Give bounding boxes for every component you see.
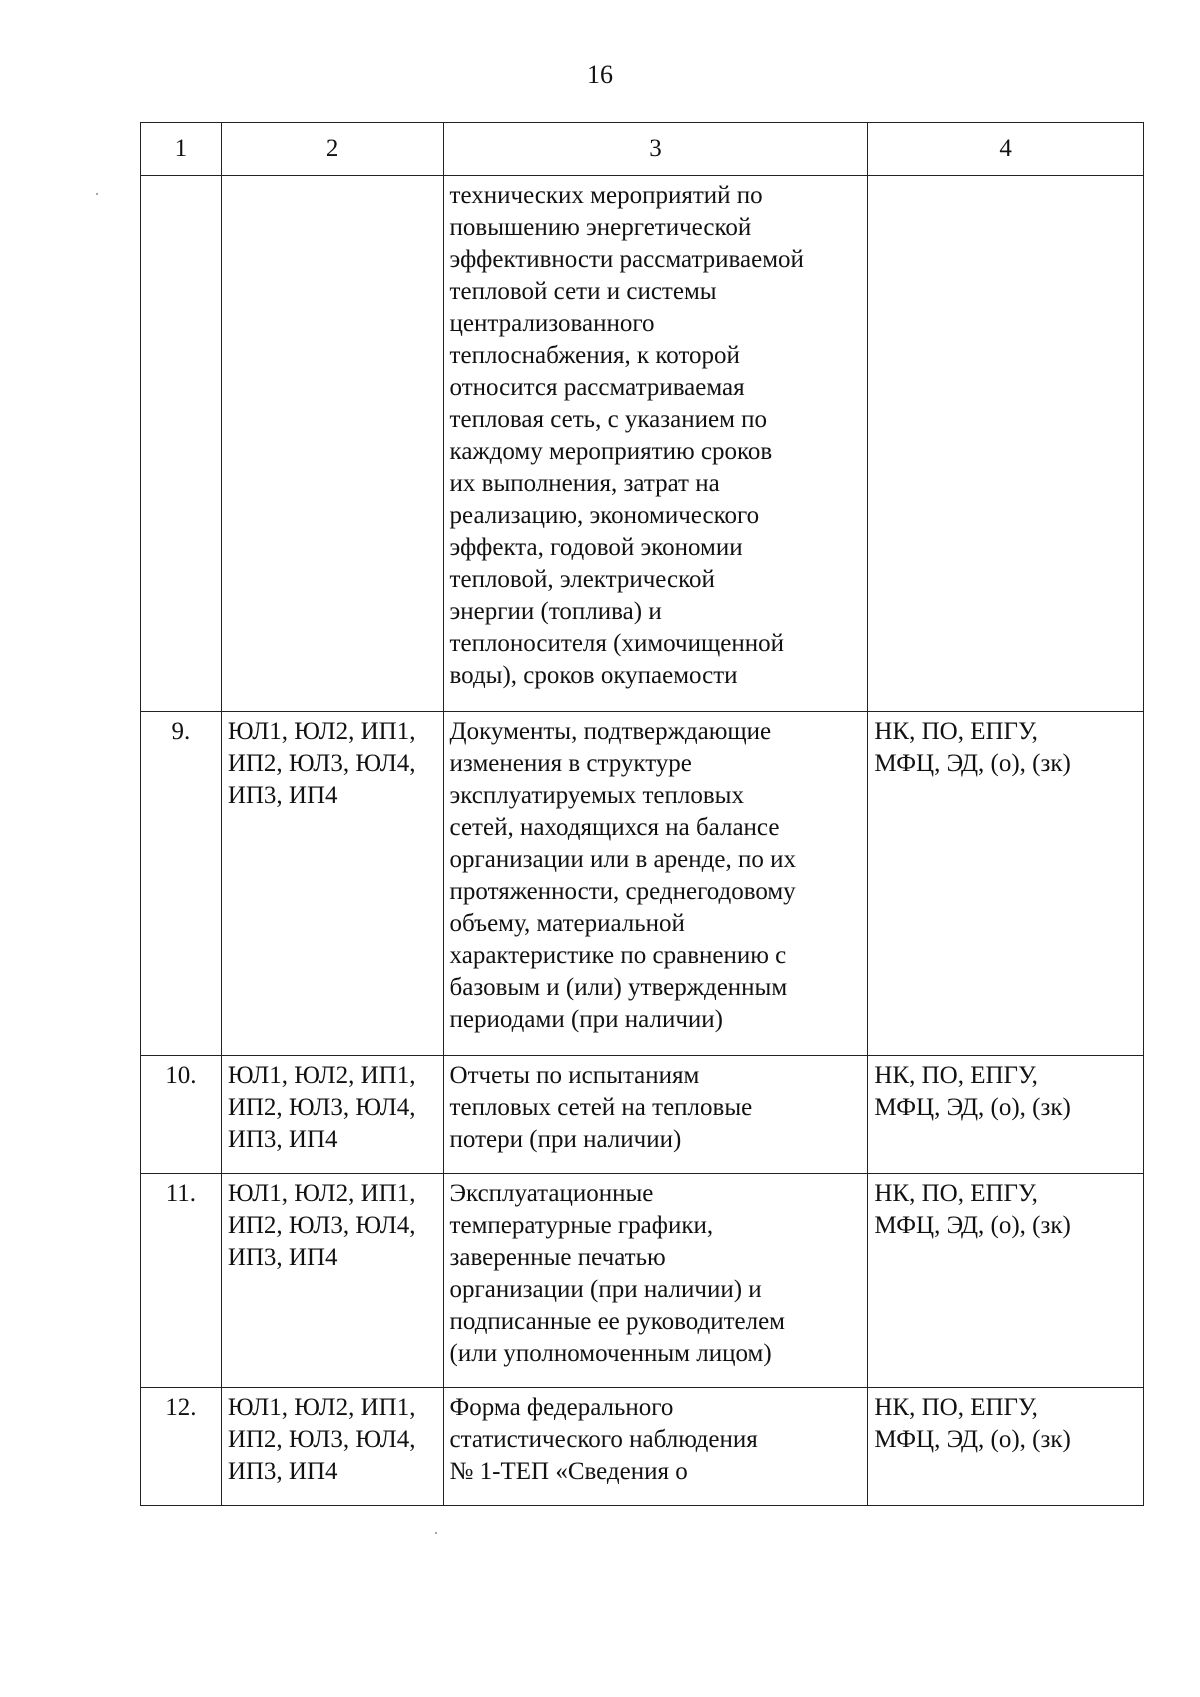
methods-cell: [868, 1174, 1144, 1388]
column-header-4: 4: [868, 123, 1144, 176]
methods-cell-line: НК, ПО, ЕПГУ,: [874, 1394, 1038, 1421]
applicants-cell: [221, 176, 443, 712]
document-cell-line: энергии (топлива) и: [449, 598, 662, 625]
applicants-cell-line: ИП2, ЮЛ3, ЮЛ4,: [227, 1426, 416, 1453]
document-cell-line: тепловая сеть, с указанием по: [449, 406, 768, 433]
document-cell-line: Эксплуатационные: [449, 1180, 654, 1207]
methods-cell-line: МФЦ, ЭД, (о), (зк): [874, 1426, 1071, 1453]
document-cell-line: тепловых сетей на тепловые: [449, 1094, 753, 1121]
document-cell-line: централизованного: [449, 310, 655, 337]
document-cell-line: теплоносителя (химочищенной: [449, 630, 784, 657]
document-cell-line: базовым и (или) утвержденным: [449, 974, 788, 1001]
document-cell-line: подписанные ее руководителем: [449, 1308, 785, 1335]
document-cell-line: относится рассматриваемая: [449, 374, 745, 401]
applicants-cell-line: ИП2, ЮЛ3, ЮЛ4,: [227, 1094, 416, 1121]
table-row: [141, 176, 1144, 712]
applicants-cell: [221, 1388, 443, 1506]
document-cell-line: периодами (при наличии): [449, 1006, 723, 1033]
methods-cell-line: НК, ПО, ЕПГУ,: [874, 718, 1038, 745]
document-cell-line: технических мероприятий по: [449, 182, 763, 209]
applicants-cell-line: ИП3, ИП4: [227, 782, 338, 809]
applicants-cell-line: ИП2, ЮЛ3, ЮЛ4,: [227, 750, 416, 777]
document-cell-line: эффекта, годовой экономии: [449, 534, 743, 561]
row-number: 10.: [141, 1056, 222, 1174]
document-cell-line: статистического наблюдения: [449, 1426, 758, 1453]
document-cell-line: Отчеты по испытаниям: [449, 1062, 700, 1089]
document-cell-line: тепловой, электрической: [449, 566, 715, 593]
document-cell-line: (или уполномоченным лицом): [449, 1340, 772, 1367]
applicants-cell-line: ИП2, ЮЛ3, ЮЛ4,: [227, 1212, 416, 1239]
row-number: 11.: [141, 1174, 222, 1388]
methods-cell: [868, 712, 1144, 1056]
applicants-cell: [221, 1174, 443, 1388]
column-header-3: 3: [443, 123, 868, 176]
applicants-cell-line: ИП3, ИП4: [227, 1244, 338, 1271]
document-cell: [443, 176, 868, 712]
row-number: [141, 176, 222, 712]
table-row: [141, 712, 1144, 1056]
document-cell-line: организации (при наличии) и: [449, 1276, 762, 1303]
methods-cell: [868, 1056, 1144, 1174]
document-cell-line: характеристике по сравнению с: [449, 942, 787, 969]
document-cell: [443, 1056, 868, 1174]
document-cell-line: реализацию, экономического: [449, 502, 760, 529]
document-cell: [443, 1174, 868, 1388]
document-cell-line: № 1-ТЕП «Сведения о: [449, 1458, 688, 1485]
document-cell-line: протяженности, среднегодовому: [449, 878, 796, 905]
methods-cell-line: МФЦ, ЭД, (о), (зк): [874, 750, 1071, 777]
scan-speck: [96, 193, 98, 195]
row-number: 9.: [141, 712, 222, 1056]
document-cell-line: воды), сроков окупаемости: [449, 662, 738, 689]
document-cell-line: эксплуатируемых тепловых: [449, 782, 744, 809]
applicants-cell-line: ИП3, ИП4: [227, 1126, 338, 1153]
methods-cell-line: МФЦ, ЭД, (о), (зк): [874, 1212, 1071, 1239]
document-cell-line: потери (при наличии): [449, 1126, 682, 1153]
document-cell-line: теплоснабжения, к которой: [449, 342, 740, 369]
document-cell-line: их выполнения, затрат на: [449, 470, 720, 497]
document-cell-line: температурные графики,: [449, 1212, 714, 1239]
methods-cell: [868, 1388, 1144, 1506]
applicants-cell-line: ЮЛ1, ЮЛ2, ИП1,: [227, 718, 416, 745]
document-cell-line: Форма федерального: [449, 1394, 674, 1421]
table-row: [141, 1056, 1144, 1174]
document-table: [140, 122, 1144, 1506]
methods-cell: [868, 176, 1144, 712]
document-cell-line: эффективности рассматриваемой: [449, 246, 804, 273]
applicants-cell-line: ЮЛ1, ЮЛ2, ИП1,: [227, 1180, 416, 1207]
document-cell-line: заверенные печатью: [449, 1244, 666, 1271]
column-header-2: 2: [221, 123, 443, 176]
document-cell-line: каждому мероприятию сроков: [449, 438, 773, 465]
column-header-1: 1: [141, 123, 222, 176]
table-row: [141, 1174, 1144, 1388]
document-cell-line: организации или в аренде, по их: [449, 846, 796, 873]
document-cell: [443, 712, 868, 1056]
row-number: 12.: [141, 1388, 222, 1506]
document-cell-line: Документы, подтверждающие: [449, 718, 772, 745]
document-cell-line: повышению энергетической: [449, 214, 752, 241]
scan-speck: [435, 1532, 437, 1534]
methods-cell-line: НК, ПО, ЕПГУ,: [874, 1062, 1038, 1089]
applicants-cell-line: ЮЛ1, ЮЛ2, ИП1,: [227, 1062, 416, 1089]
applicants-cell-line: ИП3, ИП4: [227, 1458, 338, 1485]
page-number: 16: [587, 60, 613, 89]
document-cell-line: тепловой сети и системы: [449, 278, 717, 305]
applicants-cell: [221, 1056, 443, 1174]
applicants-cell-line: ЮЛ1, ЮЛ2, ИП1,: [227, 1394, 416, 1421]
document-cell-line: изменения в структуре: [449, 750, 692, 777]
table-header-row: [141, 123, 1144, 176]
methods-cell-line: МФЦ, ЭД, (о), (зк): [874, 1094, 1071, 1121]
document-cell: [443, 1388, 868, 1506]
table-row: [141, 1388, 1144, 1506]
methods-cell-line: НК, ПО, ЕПГУ,: [874, 1180, 1038, 1207]
document-cell-line: сетей, находящихся на балансе: [449, 814, 780, 841]
applicants-cell: [221, 712, 443, 1056]
document-cell-line: объему, материальной: [449, 910, 685, 937]
